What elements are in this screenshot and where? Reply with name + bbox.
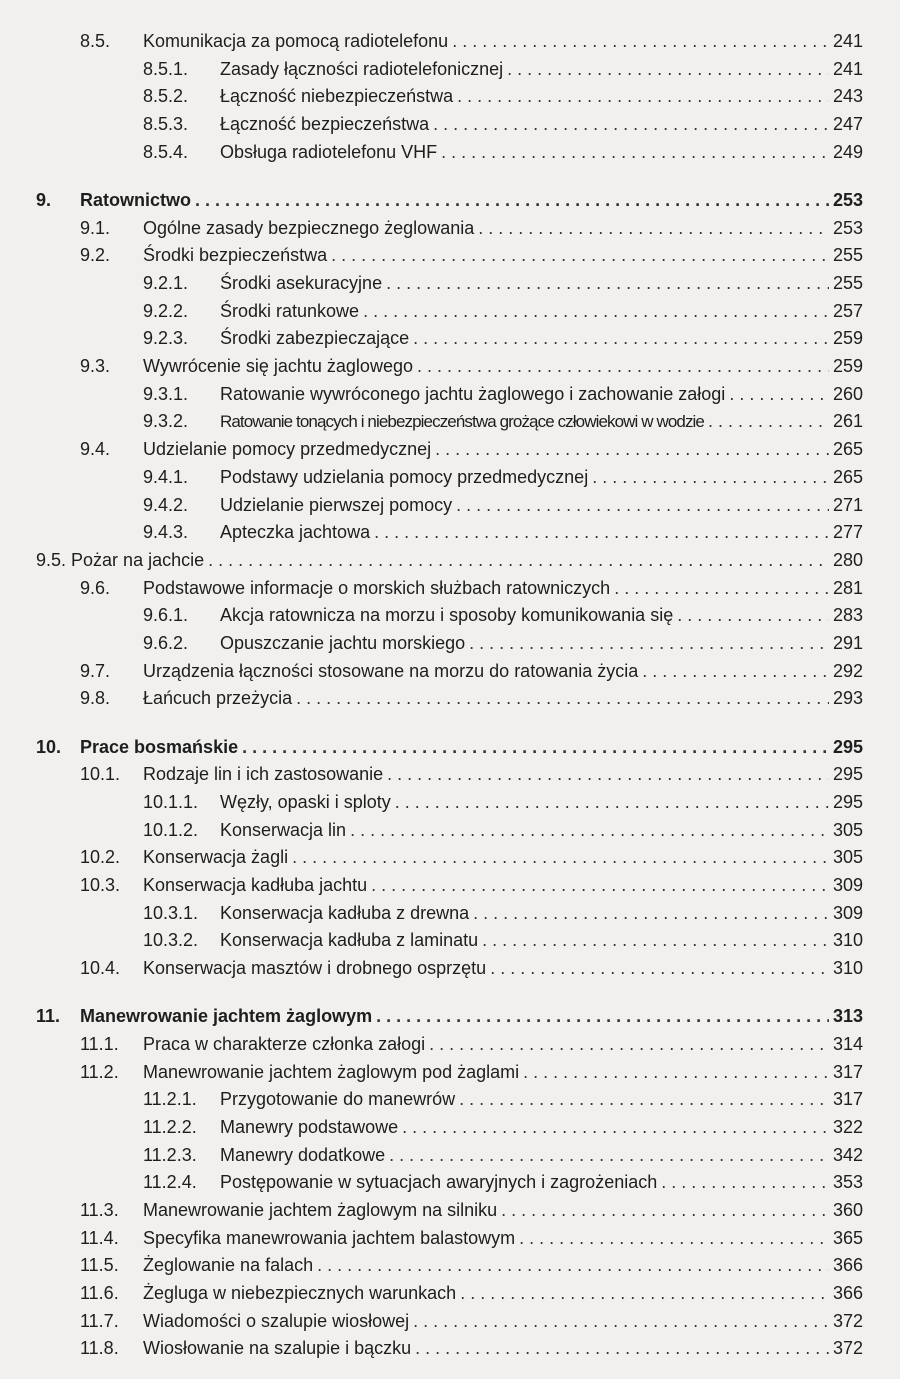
toc-entry [36, 325, 863, 353]
entry-title: Postępowanie w sytuacjach awaryjnych i zagrożeniach [220, 1172, 658, 1193]
entry-title: Środki asekuracyjne [220, 273, 383, 293]
entry-title: Opuszczanie jachtu morskiego [220, 632, 466, 653]
entry-page-number: 353 [832, 1172, 863, 1193]
toc-entry [36, 436, 863, 464]
entry-number: 8.5.3. [143, 114, 189, 135]
toc-entry [36, 381, 863, 409]
entry-title: Manewrowanie jachtem żaglowym pod żaglami [143, 1061, 520, 1082]
entry-page-number: 277 [832, 522, 863, 543]
entry-title: Środki zabezpieczające [220, 328, 410, 349]
dot-leader [478, 215, 829, 243]
entry-title: Środki ratunkowe [220, 300, 360, 321]
entry-page-number: 309 [832, 874, 863, 895]
entry-title: Specyfika manewrowania jachtem balastowym [143, 1227, 516, 1248]
toc-entry [36, 817, 863, 845]
entry-page-number: 322 [832, 1116, 863, 1137]
entry-title: Żegluga w niebezpiecznych warunkach [143, 1283, 457, 1304]
toc-entry [36, 492, 863, 520]
entry-title: Środki bezpieczeństwa [143, 245, 328, 266]
entry-number: 9.4.1. [143, 466, 189, 487]
toc-entry [36, 1252, 863, 1280]
entry-number: 9. [36, 189, 52, 210]
entry-page-number: 295 [832, 764, 863, 785]
toc-entry [36, 658, 863, 686]
entry-page-number: 310 [832, 930, 863, 951]
dot-leader [386, 270, 829, 298]
entry-title: Podstawowe informacje o morskich służbach ratowniczych [143, 577, 611, 598]
entry-page-number: 313 [832, 1006, 863, 1027]
entry-number: 11.3. [80, 1200, 119, 1220]
entry-number: 9.3.1. [143, 383, 189, 404]
dot-leader [507, 56, 829, 84]
dot-leader [614, 575, 829, 603]
entry-number: 11.1. [80, 1033, 119, 1054]
entry-title: Obsługa radiotelefonu VHF [220, 141, 438, 162]
entry-title: Przygotowanie do manewrów [220, 1089, 456, 1110]
entry-title: Udzielanie pomocy przedmedycznej [143, 439, 432, 460]
entry-number: 9.4. [80, 439, 111, 460]
entry-number: 11.2. [80, 1061, 119, 1082]
entry-title: Łączność bezpieczeństwa [220, 114, 430, 135]
toc-entry [36, 83, 863, 111]
toc-entry [36, 28, 863, 56]
entry-number: 9.2.2. [143, 300, 189, 321]
entry-number: 10.4. [80, 958, 121, 978]
entry-page-number: 265 [832, 466, 863, 487]
entry-page-number: 260 [832, 383, 863, 404]
entry-number: 11.5. [80, 1255, 119, 1276]
entry-title: Podstawy udzielania pomocy przedmedycznej [220, 466, 589, 487]
entry-title: Żeglowanie na falach [143, 1255, 314, 1276]
dot-leader [296, 685, 829, 713]
entry-title: Praca w charakterze członka załogi [143, 1033, 426, 1054]
toc-entry [36, 789, 863, 817]
dot-leader [417, 353, 829, 381]
entry-number: 9.6.2. [143, 632, 189, 653]
entry-page-number: 360 [832, 1200, 863, 1220]
dot-leader [457, 83, 829, 111]
dot-leader [469, 630, 829, 658]
entry-title: Konserwacja kadłuba z laminatu [220, 930, 479, 951]
entry-page-number: 293 [832, 688, 863, 709]
toc-entry [36, 408, 863, 436]
entry-number: 10. [36, 736, 62, 757]
entry-number: 10.3. [80, 874, 121, 895]
dot-leader [371, 872, 829, 900]
toc-entry [36, 215, 863, 243]
entry-page-number: 292 [832, 660, 863, 681]
dot-leader [413, 1308, 829, 1336]
table-of-contents [36, 28, 863, 1363]
entry-page-number: 271 [832, 494, 863, 515]
entry-number: 9.1. [80, 217, 111, 238]
dot-leader [195, 187, 829, 215]
toc-entry [36, 955, 863, 983]
toc-entry [36, 1086, 863, 1114]
entry-title: Konserwacja masztów i drobnego osprzętu [143, 958, 487, 978]
entry-title: Konserwacja kadłuba jachtu [143, 874, 368, 895]
toc-entry [36, 927, 863, 955]
entry-page-number: 372 [832, 1338, 863, 1359]
entry-title: Wywrócenie się jachtu żaglowego [143, 356, 413, 377]
entry-title: Manewry podstawowe [220, 1116, 399, 1137]
entry-page-number: 305 [832, 819, 863, 840]
entry-title: Manewry dodatkowe [220, 1144, 386, 1165]
entry-page-number: 265 [832, 439, 863, 460]
toc-entry [36, 1059, 863, 1087]
toc-entry [36, 761, 863, 789]
entry-title: Komunikacja za pomocą radiotelefonu [143, 31, 449, 51]
toc-entry [36, 872, 863, 900]
entry-page-number: 309 [832, 902, 863, 923]
entry-number: 8.5.1. [143, 58, 189, 79]
dot-leader [415, 1335, 829, 1363]
entry-page-number: 253 [832, 189, 863, 210]
entry-page-number: 295 [832, 736, 863, 757]
entry-number: 11.2.4. [143, 1172, 197, 1193]
dot-leader [413, 325, 829, 353]
dot-leader [363, 298, 829, 326]
toc-entry [36, 56, 863, 84]
entry-number: 10.3.1. [143, 902, 199, 923]
entry-title: Wiadomości o szalupie wiosłowej [143, 1310, 410, 1331]
dot-leader [501, 1197, 829, 1225]
entry-title: Konserwacja żagli [143, 847, 289, 868]
dot-leader [452, 28, 829, 56]
toc-entry [36, 1335, 863, 1363]
entry-title: Manewrowanie jachtem żaglowym [80, 1006, 373, 1027]
entry-page-number: 259 [832, 356, 863, 377]
entry-number: 11.2.1. [143, 1089, 197, 1110]
dot-leader [389, 1142, 829, 1170]
dot-leader [677, 602, 829, 630]
toc-entry [36, 1308, 863, 1336]
entry-number: 10.1. [80, 764, 121, 785]
entry-number: 9.3. [80, 356, 111, 377]
entry-page-number: 255 [832, 273, 863, 293]
entry-number: 8.5. [80, 31, 111, 51]
entry-page-number: 280 [832, 549, 863, 570]
entry-page-number: 317 [832, 1089, 863, 1110]
entry-number: 9.4.2. [143, 494, 189, 515]
toc-chapter-entry [36, 187, 863, 215]
entry-number: 10.1.2. [143, 819, 199, 840]
entry-page-number: 314 [832, 1033, 863, 1054]
entry-page-number: 366 [832, 1283, 863, 1304]
toc-entry [36, 685, 863, 713]
entry-title: Ratowanie tonących i niebezpieczeństwa grożące człowiekowi w wodzie [220, 412, 704, 432]
toc-chapter-entry [36, 1003, 863, 1031]
entry-page-number: 291 [832, 632, 863, 653]
entry-number: 9.4.3. [143, 522, 189, 543]
entry-number: 9.2.3. [143, 328, 189, 349]
toc-entry [36, 1169, 863, 1197]
entry-title: Konserwacja kadłuba z drewna [220, 902, 470, 923]
toc-entry [36, 353, 863, 381]
dot-leader [661, 1169, 829, 1197]
entry-title: Ogólne zasady bezpiecznego żeglowania [143, 217, 475, 238]
dot-leader [208, 547, 829, 575]
entry-number: 10.2. [80, 847, 121, 868]
entry-number: 9.3.2. [143, 411, 189, 432]
dot-leader [519, 1225, 829, 1253]
entry-number: 9.6.1. [143, 605, 189, 626]
entry-title: Rodzaje lin i ich zastosowanie [143, 764, 384, 785]
entry-page-number: 255 [832, 245, 863, 266]
entry-page-number: 366 [832, 1255, 863, 1276]
entry-title: Apteczka jachtowa [220, 522, 371, 543]
toc-entry [36, 844, 863, 872]
entry-number: 8.5.2. [143, 86, 189, 107]
entry-title: Łączność niebezpieczeństwa [220, 86, 454, 107]
entry-number: 8.5.4. [143, 141, 189, 162]
dot-leader [395, 789, 829, 817]
entry-title: Ratownictwo [80, 189, 191, 210]
dot-leader [376, 1003, 829, 1031]
entry-number: 11.2.2. [143, 1116, 197, 1137]
toc-entry [36, 602, 863, 630]
entry-title: Udzielanie pierwszej pomocy [220, 494, 453, 515]
dot-leader [292, 844, 829, 872]
entry-page-number: 295 [832, 791, 863, 812]
entry-page-number: 281 [832, 577, 863, 598]
dot-leader [642, 658, 829, 686]
entry-number: 11.6. [80, 1283, 119, 1304]
toc-entry [36, 270, 863, 298]
dot-leader [523, 1059, 829, 1087]
entry-title: Ratowanie wywróconego jachtu żaglowego i zachowanie załogi [220, 383, 726, 404]
toc-entry [36, 464, 863, 492]
entry-page-number: 241 [832, 58, 863, 79]
entry-number: 11.8. [80, 1338, 119, 1359]
entry-page-number: 247 [832, 114, 863, 135]
toc-entry [36, 547, 863, 575]
dot-leader [331, 242, 829, 270]
toc-entry [36, 298, 863, 326]
entry-title: Akcja ratownicza na morzu i sposoby komunikowania się [220, 605, 674, 626]
entry-number: 9.2. [80, 245, 111, 266]
entry-title: Konserwacja lin [220, 819, 347, 840]
entry-number: 9.5. [36, 549, 67, 570]
toc-chapter-entry [36, 734, 863, 762]
entry-title: Prace bosmańskie [80, 736, 239, 757]
dot-leader [729, 381, 829, 409]
entry-number: 9.8. [80, 688, 111, 709]
dot-leader [490, 955, 829, 983]
toc-entry [36, 1142, 863, 1170]
entry-page-number: 317 [832, 1061, 863, 1082]
entry-number: 11.2.3. [143, 1144, 197, 1165]
entry-title: Manewrowanie jachtem żaglowym na silniku [143, 1200, 498, 1220]
entry-page-number: 342 [832, 1144, 863, 1165]
entry-page-number: 259 [832, 328, 863, 349]
entry-page-number: 305 [832, 847, 863, 868]
entry-title: Łańcuch przeżycia [143, 688, 293, 709]
entry-page-number: 249 [832, 141, 863, 162]
entry-number: 11. [36, 1006, 61, 1027]
toc-entry [36, 1197, 863, 1225]
dot-leader [441, 139, 829, 167]
dot-leader [317, 1252, 829, 1280]
toc-entry [36, 1280, 863, 1308]
entry-page-number: 243 [832, 86, 863, 107]
dot-leader [592, 464, 829, 492]
toc-entry [36, 242, 863, 270]
entry-title: Zasady łączności radiotelefonicznej [220, 58, 504, 79]
dot-leader [433, 111, 829, 139]
entry-page-number: 310 [832, 958, 863, 978]
dot-leader [402, 1114, 829, 1142]
entry-number: 9.6. [80, 577, 111, 598]
entry-number: 11.7. [80, 1310, 119, 1331]
dot-leader [473, 900, 829, 928]
dot-leader [350, 817, 829, 845]
toc-entry [36, 575, 863, 603]
entry-number: 10.1.1. [143, 791, 199, 812]
dot-leader [482, 927, 829, 955]
entry-page-number: 365 [832, 1227, 863, 1248]
entry-number: 10.3.2. [143, 930, 199, 951]
dot-leader [459, 1086, 829, 1114]
dot-leader [374, 519, 829, 547]
dot-leader [460, 1280, 829, 1308]
toc-entry [36, 630, 863, 658]
entry-number: 11.4. [80, 1227, 119, 1248]
entry-page-number: 241 [832, 31, 863, 51]
toc-entry [36, 111, 863, 139]
toc-entry [36, 1114, 863, 1142]
entry-title: Pożar na jachcie [71, 549, 205, 570]
dot-leader [429, 1031, 829, 1059]
dot-leader [435, 436, 829, 464]
toc-entry [36, 1031, 863, 1059]
entry-page-number: 372 [832, 1310, 863, 1331]
toc-entry [36, 519, 863, 547]
dot-leader [708, 408, 829, 436]
entry-page-number: 253 [832, 217, 863, 238]
entry-number: 9.2.1. [143, 273, 189, 293]
entry-page-number: 261 [832, 411, 863, 432]
entry-title: Węzły, opaski i sploty [220, 791, 391, 812]
entry-title: Urządzenia łączności stosowane na morzu do ratowania życia [143, 660, 639, 681]
entry-number: 9.7. [80, 660, 111, 681]
dot-leader [456, 492, 829, 520]
dot-leader [387, 761, 829, 789]
entry-page-number: 283 [832, 605, 863, 626]
entry-title: Wiosłowanie na szalupie i bączku [143, 1338, 412, 1359]
toc-entry [36, 1225, 863, 1253]
toc-entry [36, 139, 863, 167]
toc-entry [36, 900, 863, 928]
dot-leader [242, 734, 829, 762]
entry-page-number: 257 [832, 300, 863, 321]
